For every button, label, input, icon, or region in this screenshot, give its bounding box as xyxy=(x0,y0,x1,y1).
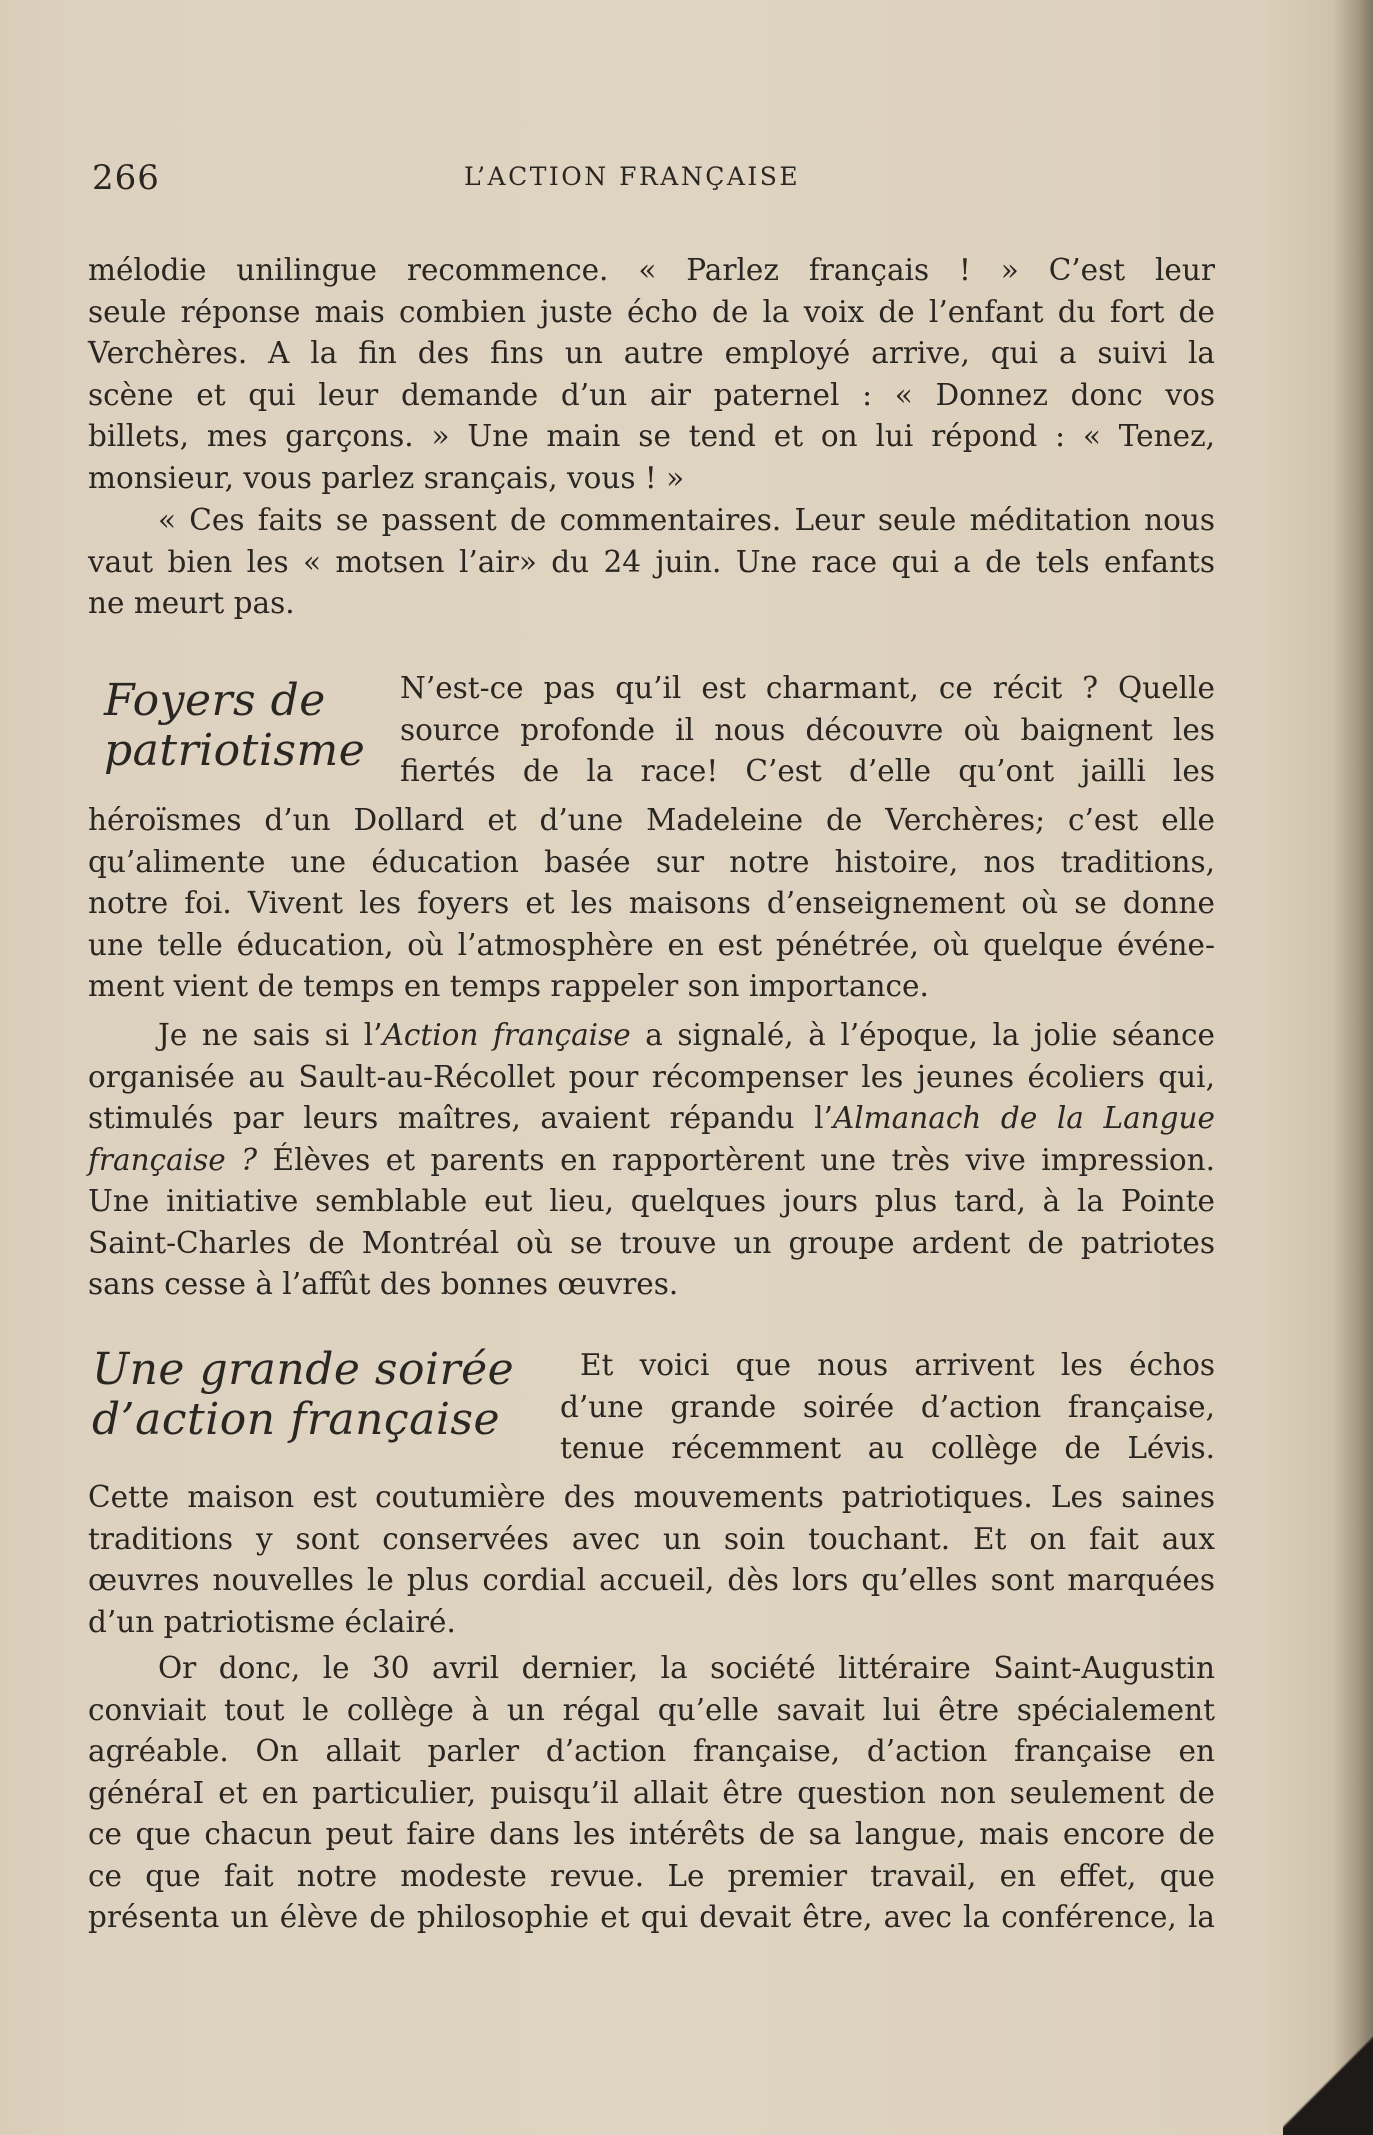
text-line: conviait tout le collège à un régal qu’elle savait lui être spécialement xyxy=(88,1692,1215,1727)
text-line: stimulés par leurs maîtres, avaient répandu l’Almanach de la Langue xyxy=(88,1101,1215,1135)
text-line: sans cesse à l’affût des bonnes œuvres. xyxy=(88,1267,679,1301)
almanac-title-cont: française ? xyxy=(88,1142,258,1177)
text-line: Et voici que nous arrivent les échos xyxy=(580,1348,1215,1382)
page-corner-dark xyxy=(1283,2025,1373,2135)
text-line: Saint-Charles de Montréal où se trouve un groupe ardent de patriotes xyxy=(88,1225,1215,1260)
almanac-title: Almanach de la Langue xyxy=(832,1101,1215,1135)
text-line: Une initiative semblable eut lieu, quelques jours plus tard, à la Pointe xyxy=(88,1184,1215,1218)
text-line: agréable. On allait parler d’action française, d’action française en xyxy=(88,1734,1215,1768)
text-line: présenta un élève de philosophie et qui devait être, avec la conférence, la xyxy=(88,1900,1215,1934)
running-title: L’ACTION FRANÇAISE xyxy=(464,162,801,191)
text-line: une telle éducation, où l’atmosphère en est pénétrée, où quelque événe- xyxy=(88,927,1215,962)
text-line: Verchères. A la fin des fins un autre employé arrive, qui a suivi la xyxy=(88,336,1215,370)
text-line: monsieur, vous parlez srançais, vous ! » xyxy=(88,460,685,495)
section1-paragraph xyxy=(88,800,1215,1008)
text-line: d’une grande soirée d’action française, xyxy=(560,1389,1215,1424)
page-header xyxy=(92,158,1212,198)
side-title-line: Foyers de xyxy=(104,675,326,726)
text-line: organisée au Sault-au-Récollet pour récompenser les jeunes écoliers qui, xyxy=(88,1059,1215,1094)
quote-paragraph xyxy=(88,500,1215,625)
side-title-line: patriotisme xyxy=(104,725,366,776)
side-title-line: d’action française xyxy=(92,1394,501,1445)
journal-title: Action française xyxy=(382,1018,631,1052)
text-line: ce que fait notre modeste revue. Le premier travail, en effet, que xyxy=(88,1858,1215,1893)
text-line: Cette maison est coutumière des mouvements patriotiques. Les saines xyxy=(88,1480,1215,1514)
side-title-soiree xyxy=(92,1345,514,1445)
section2-column-text xyxy=(560,1345,1215,1470)
text-line: ne meurt pas. xyxy=(88,586,295,620)
text-line: source profonde il nous découvre où baignent les xyxy=(400,712,1215,747)
section2-paragraph xyxy=(88,1477,1215,1643)
text-line: seule réponse mais combien juste écho de la voix de l’enfant du fort de xyxy=(88,294,1215,329)
text-line: d’un patriotisme éclairé. xyxy=(88,1604,456,1639)
text-line: N’est-ce pas qu’il est charmant, ce récit ? Quelle xyxy=(400,671,1215,705)
opening-paragraph xyxy=(88,250,1215,499)
book-spine-shadow xyxy=(1333,0,1373,2135)
text-line: traditions y sont conservées avec un soin touchant. Et on fait aux xyxy=(88,1521,1215,1556)
text-line: billets, mes garçons. » Une main se tend et on lui répond : « Tenez, xyxy=(88,419,1215,453)
text-line: notre foi. Vivent les foyers et les maisons d’enseignement où se donne xyxy=(88,886,1215,920)
text-line: qu’alimente une éducation basée sur notre histoire, nos traditions, xyxy=(88,844,1215,879)
page-number: 266 xyxy=(92,158,160,198)
text-line: Or donc, le 30 avril dernier, la société littéraire Saint-Augustin xyxy=(158,1651,1215,1685)
text-line: « Ces faits se passent de commentaires. Leur seule méditation nous xyxy=(158,503,1215,537)
text-line: tenue récemment au collège de Lévis. xyxy=(560,1431,1215,1465)
text-line: scène et qui leur demande d’un air paternel : « Donnez donc vos xyxy=(88,377,1215,412)
text-line: Je ne sais si l’Action française a signalé, à l’époque, la jolie séance xyxy=(158,1018,1215,1052)
section2-paragraph-2 xyxy=(88,1648,1215,1939)
text-line: vaut bien les « motsen l’air» du 24 juin. Une race qui a de tels enfants xyxy=(88,544,1215,579)
text-line: généraI et en particulier, puisqu’il allait être question non seulement de xyxy=(88,1775,1215,1810)
section1-paragraph-2 xyxy=(88,1015,1215,1306)
text-line: mélodie unilingue recommence. « Parlez français ! » C’est leur xyxy=(88,253,1215,287)
text-line: ce que chacun peut faire dans les intérêts de sa langue, mais encore de xyxy=(88,1817,1215,1851)
text-line: œuvres nouvelles le plus cordial accueil, dès lors qu’elles sont marquées xyxy=(88,1563,1215,1597)
text-line: ment vient de temps en temps rappeler son importance. xyxy=(88,969,929,1003)
text-line: française ? Élèves et parents en rapportèrent une très vive impression. xyxy=(88,1142,1215,1177)
text-line: fiertés de la race! C’est d’elle qu’ont jailli les xyxy=(400,754,1215,788)
text-line: héroïsmes d’un Dollard et d’une Madeleine de Verchères; c’est elle xyxy=(88,803,1215,837)
side-title-foyers xyxy=(104,676,365,776)
side-title-line: Une grande soirée xyxy=(92,1344,515,1395)
section1-column-text xyxy=(400,668,1215,793)
